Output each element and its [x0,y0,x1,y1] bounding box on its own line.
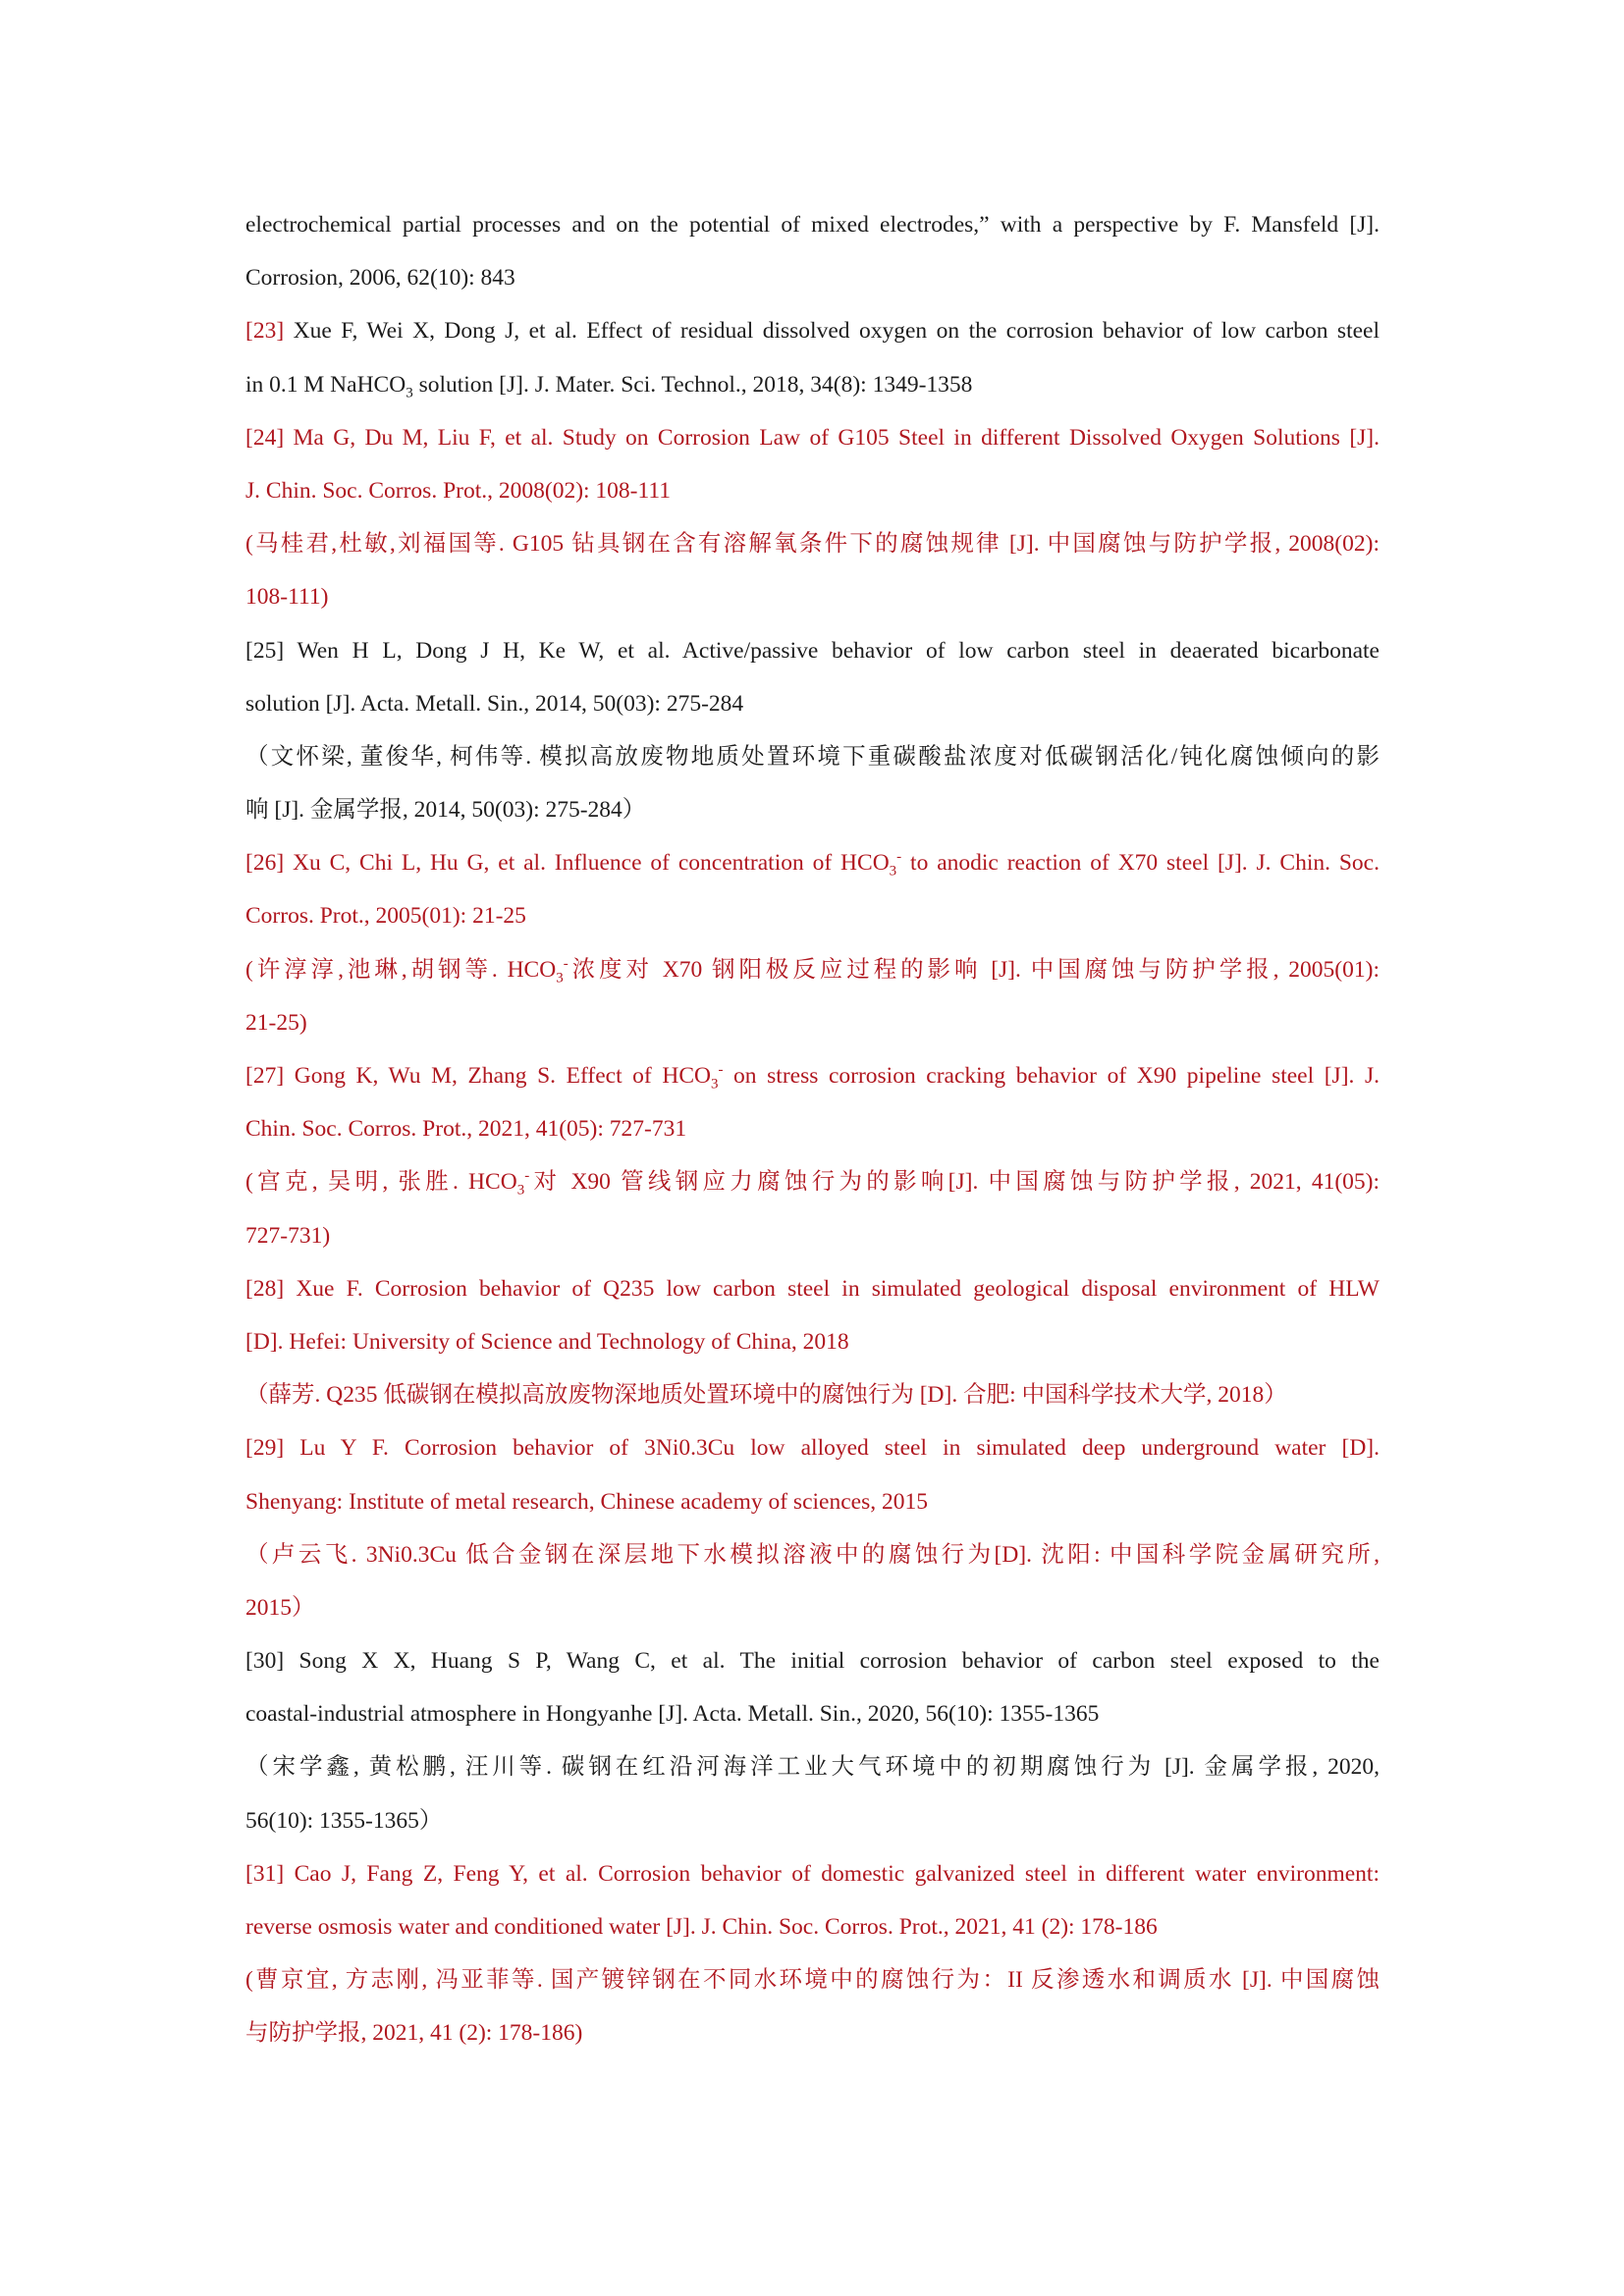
ref-31-cn-line-1: (曹京宜, 方志刚, 冯亚菲等. 国产镀锌钢在不同水环境中的腐蚀行为：II 反渗透水和调质水 [J]. 中国腐蚀 [245,1967,1380,1994]
ref-28-line-2: [D]. Hefei: University of Science and Technology of China, 2018 [245,1328,849,1355]
ref-23-line-2: in 0.1 M NaHCO$_3$ solution [J]. J. Mater. Sci. Technol., 2018, 34(8): 1349-1358 [245,371,973,401]
ref-23-line-1: [23] Xue F, Wei X, Dong J, et al. Effect of residual dissolved oxygen on the corrosion behavior of low carbon steel [245,318,1380,345]
ref-29-cn-line-2: 2015） [245,1594,315,1621]
ref-27-cn-line-2: 727-731) [245,1222,331,1249]
ref-27-line-1: [27] Gong K, Wu M, Zhang S. Effect of $HCO_3^-$ on stress corrosion cracking behavior of X90 pipeline steel [J]. J. [245,1062,1380,1093]
ref-29-cn-line-1: （卢云飞. 3Ni0.3Cu 低合金钢在深层地下水模拟溶液中的腐蚀行为[D]. 沈阳: 中国科学院金属研究所, [245,1541,1380,1568]
ref-28-cn-line-1: （薛芳. Q235 低碳钢在模拟高放废物深地质处置环境中的腐蚀行为 [D]. 合肥: 中国科学技术大学, 2018） [245,1382,1287,1409]
ref-27-cn-line-1: (宫克, 吴明, 张胜. $HCO_3^-$对 X90 管线钢应力腐蚀行为的影响[J]. 中国腐蚀与防护学报, 2021, 41(05): [245,1168,1380,1200]
ref-26-cn-line-2: 21-25) [245,1009,307,1036]
ref-24-cn-line-1: (马桂君,杜敏,刘福国等. G105 钻具钢在含有溶解氧条件下的腐蚀规律 [J]. 中国腐蚀与防护学报, 2008(02): [245,531,1380,558]
ref-24-line-1: [24] Ma G, Du M, Liu F, et al. Study on Corrosion Law of G105 Steel in different Dissolved Oxygen Solutions [J]. [245,424,1380,451]
ref-23-number[interactable]: [23] [245,318,285,345]
ref-28-line-1: [28] Xue F. Corrosion behavior of Q235 low carbon steel in simulated geological disposal environment of HLW [245,1275,1380,1302]
ref-25-cn-line-1: （文怀梁, 董俊华, 柯伟等. 模拟高放废物地质处置环境下重碳酸盐浓度对低碳钢活化/钝化腐蚀倾向的影 [245,743,1380,770]
ref-26-line-2: Corros. Prot., 2005(01): 21-25 [245,903,526,930]
ref-25-line-2: solution [J]. Acta. Metall. Sin., 2014, 50(03): 275-284 [245,690,744,717]
ref-29-line-1: [29] Lu Y F. Corrosion behavior of 3Ni0.3Cu low alloyed steel in simulated deep underground water [D]. [245,1435,1380,1462]
ref-26-line-1: [26] Xu C, Chi L, Hu G, et al. Influence of concentration of $HCO_3^-$ to anodic reaction of X70 steel [J]. J. Chin. Soc. [245,849,1380,880]
ref-30-line-1: [30] Song X X, Huang S P, Wang C, et al. The initial corrosion behavior of carbon steel exposed to the [245,1648,1380,1675]
ref-31-line-1: [31] Cao J, Fang Z, Feng Y, et al. Corrosion behavior of domestic galvanized steel in different water environment: [245,1860,1380,1887]
ref-27-line-2: Chin. Soc. Corros. Prot., 2021, 41(05): 727-731 [245,1116,687,1143]
ref-25-line-1: [25] Wen H L, Dong J H, Ke W, et al. Active/passive behavior of low carbon steel in deaerated bicarbonate [245,637,1380,664]
ref-24-cn-line-2: 108-111) [245,584,329,611]
ref-29-line-2: Shenyang: Institute of metal research, Chinese academy of sciences, 2015 [245,1488,928,1515]
ref-24-line-2: J. Chin. Soc. Corros. Prot., 2008(02): 108-111 [245,477,672,504]
ref-22-line-1: electrochemical partial processes and on the potential of mixed electrodes,” with a perspective by F. Mansfeld [J]. [245,212,1380,238]
reference-list [245,198,1380,2060]
ref-22-line-2: Corrosion, 2006, 62(10): 843 [245,265,515,292]
ref-30-cn-line-1: （宋学鑫, 黄松鹏, 汪川等. 碳钢在红沿河海洋工业大气环境中的初期腐蚀行为 [J]. 金属学报, 2020, [245,1754,1380,1781]
ref-31-line-2: reverse osmosis water and conditioned water [J]. J. Chin. Soc. Corros. Prot., 2021, 41 (2): 178-186 [245,1914,1158,1940]
ref-30-line-2: coastal-industrial atmosphere in Hongyanhe [J]. Acta. Metall. Sin., 2020, 56(10): 1355-1365 [245,1701,1100,1728]
ref-25-cn-line-2: 响 [J]. 金属学报, 2014, 50(03): 275-284） [245,797,646,824]
ref-31-cn-line-2: 与防护学报, 2021, 41 (2): 178-186) [245,2020,583,2047]
ref-30-cn-line-2: 56(10): 1355-1365） [245,1807,443,1834]
ref-26-cn-line-1: (许淳淳,池琳,胡钢等. $HCO_3^-$浓度对 X70 钢阳极反应过程的影响 [J]. 中国腐蚀与防护学报, 2005(01): [245,955,1380,987]
